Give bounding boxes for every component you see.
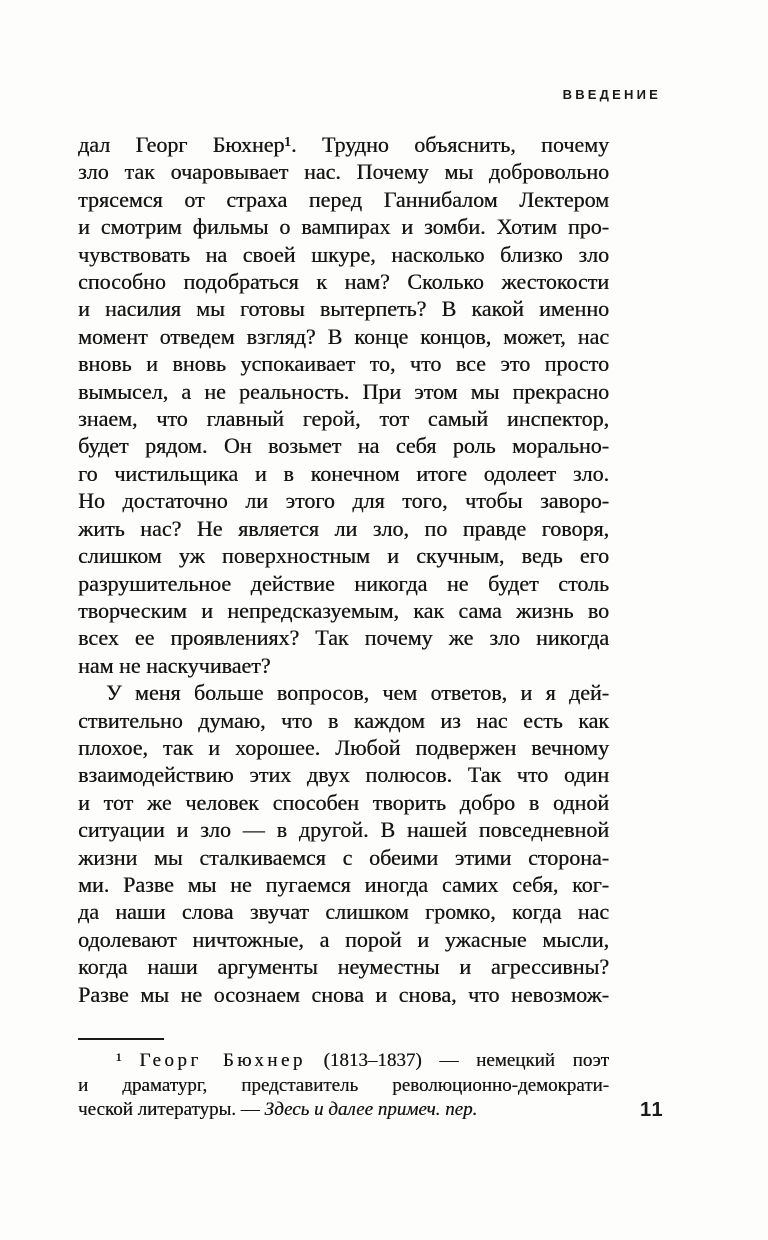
footnote-author-name: Георг Бюхнер — [139, 1050, 306, 1071]
text-line: когда наши аргументы неуместны и агрессивны? — [78, 954, 609, 980]
paragraph-1 — [78, 131, 609, 679]
text-line: вымысел, а не реальность. При этом мы прекрасно — [78, 378, 609, 404]
body-text — [78, 131, 609, 1008]
translator-note: Здесь и далее примеч. пер. — [264, 1099, 478, 1121]
text-line: слишком уж поверхностным и скучным, ведь его — [78, 543, 609, 569]
text-line: и тот же человек способен творить добро в одной — [78, 789, 609, 815]
footnote — [78, 1049, 609, 1123]
text-line: жить нас? Не является ли зло, по правде говоря, — [78, 515, 609, 541]
text-line: взаимодействию этих двух полюсов. Так что один — [78, 762, 609, 788]
text-line: жизни мы сталкиваемся с обеими этими сторона- — [78, 844, 609, 870]
text-line: нам не наскучивает? — [78, 652, 271, 678]
text-line: способно подобраться к нам? Сколько жестокости — [78, 269, 609, 295]
text-line: творческим и непредсказуемым, как сама жизнь во — [78, 597, 609, 623]
text-line: вновь и вновь успокаивает то, что все это просто — [78, 351, 609, 377]
text-line: чувствовать на своей шкуре, насколько близко зло — [78, 241, 609, 267]
text-line: будет рядом. Он возьмет на себя роль морально- — [78, 433, 609, 459]
footnote-line — [78, 1098, 609, 1123]
text-line: го чистильщика и в конечном итоге одолеет зло. — [78, 460, 609, 486]
text-line: знаем, что главный герой, тот самый инспектор, — [78, 406, 609, 432]
text-line: трясемся от страха перед Ганнибалом Лектером — [78, 186, 609, 212]
text-line: ми. Разве мы не пугаемся иногда самих себя, ког- — [78, 871, 609, 897]
text-line: ствительно думаю, что в каждом из нас есть как — [78, 707, 609, 733]
text-line: Разве мы не осознаем снова и снова, что невозмож- — [78, 981, 609, 1007]
text-line: всех ее проявлениях? Так почему же зло никогда — [78, 625, 609, 651]
text-line: зло так очаровывает нас. Почему мы добровольно — [78, 159, 609, 185]
paragraph-2 — [78, 679, 609, 1008]
text-line: Но достаточно ли этого для того, чтобы заворо- — [78, 488, 609, 514]
text-line: ситуации и зло — в другой. В нашей повседневной — [78, 817, 609, 843]
footnote-text: (1813–1837) — немецкий поэт — [305, 1050, 609, 1071]
text-line: и насилия мы готовы вытерпеть? В какой именно — [78, 296, 609, 322]
text-line: момент отведем взгляд? В конце концов, может, нас — [78, 323, 609, 349]
text-line: разрушительное действие никогда не будет столь — [78, 570, 609, 596]
running-head: ВВЕДЕНИЕ — [562, 87, 661, 102]
text-line: одолевают ничтожные, а порой и ужасные мысли, — [78, 926, 609, 952]
footnote-line — [78, 1049, 609, 1074]
footnote-marker: ¹ — [116, 1050, 140, 1071]
text-line: да наши слова звучат слишком громко, когда нас — [78, 899, 609, 925]
footnote-separator — [78, 1038, 164, 1040]
footnote-text: ческой литературы. — — [78, 1099, 265, 1121]
text-line: дал Георг Бюхнер¹. Трудно объяснить, почему — [78, 132, 609, 157]
text-line: плохое, так и хорошее. Любой подвержен вечному — [78, 734, 609, 760]
footnote-line: и драматург, представитель революционно-демократи- — [78, 1074, 609, 1096]
text-line: и смотрим фильмы о вампирах и зомби. Хотим про- — [78, 214, 609, 240]
page-number: 11 — [640, 1099, 665, 1121]
text-line: У меня больше вопросов, чем ответов, и я дей- — [106, 680, 609, 706]
